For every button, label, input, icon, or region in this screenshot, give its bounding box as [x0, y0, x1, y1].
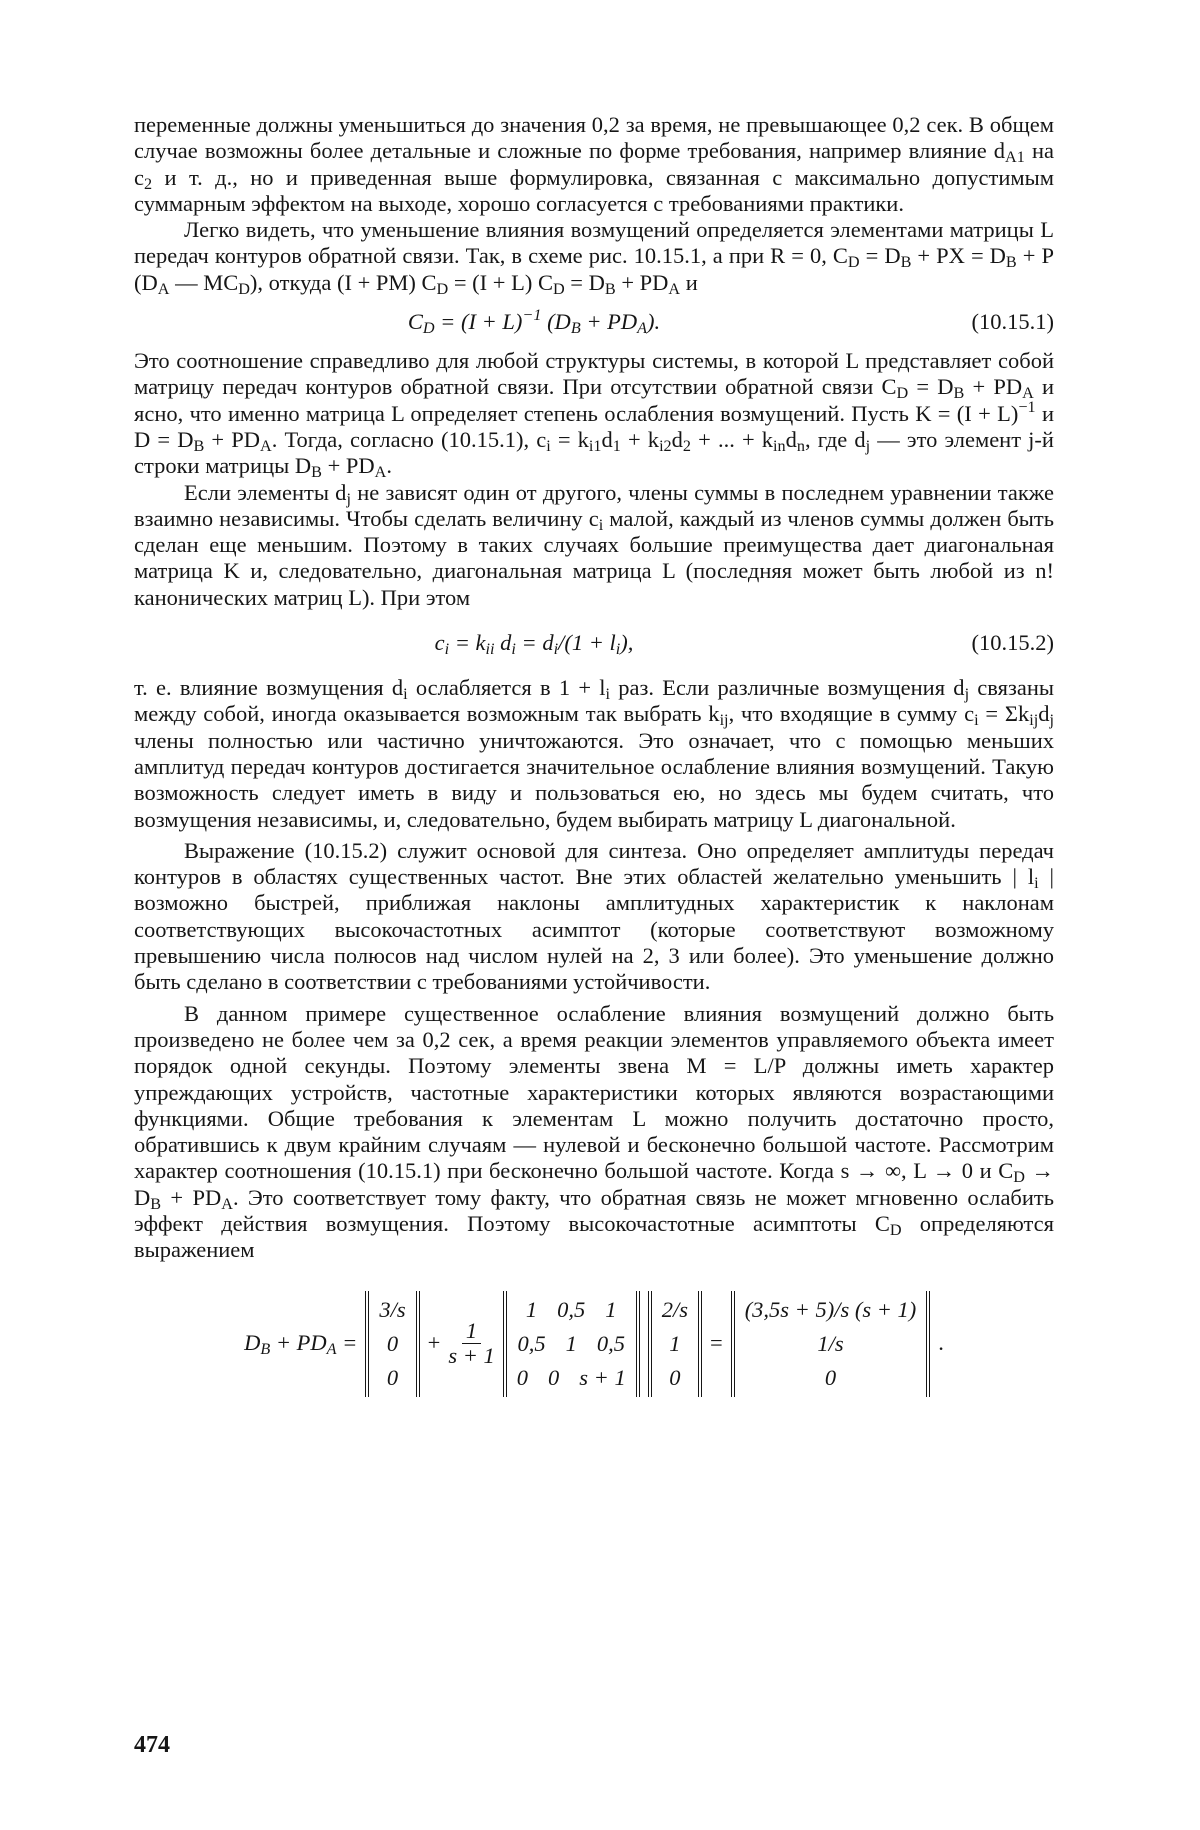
period: . [938, 1330, 944, 1356]
equation-10-15-2 [134, 611, 1054, 675]
plus-sign: + [427, 1330, 441, 1356]
equation-formula: $c_i = k_{ii}$ $d_i = d_i/(1 + l_i)$, [434, 629, 634, 658]
paragraph-4: Если элементы $d_j$ не зависят один от другого, члены суммы в последнем уравнении также взаимно независимы. Чтобы сделать величину $c_i$ малой, каждый из членов суммы должен быть сделан еще меньшим. Поэтому в таких случаях большие преимущества дает диагональная матрица K и, следовательно, диагональная матрица L (последняя может быть любой из n! канонических матриц L). При этом [134, 479, 1054, 610]
paragraph-2: Легко видеть, что уменьшение влияния возмущений определяется элементами матрицы L передач контуров обратной связи. Так, в схеме рис. 10.15.1, а при R = 0, $C_D = D_B$ + PX = $D_B + P$ ($D_A$ — $MC_D$), откуда (I + PM) $C_D = (I + L) C_D = D_B + PD_A$ и [134, 217, 1055, 298]
equation-number: (10.15.1) [971, 308, 1054, 334]
matrix-column-2: 2/s 1 0 [648, 1291, 702, 1397]
paragraph-3: Это соотношение справедливо для любой структуры системы, в которой L представляет собой матрицу передач контуров обратной связи. При отсутствии обратной связи $C_D = D_B + PD_A$ и ясно, что именно матрица L определяет степень ослабления возмущений. Пусть $K = (I + L)^{-1}$ и $D = D_B + PD_A$. Тогда, согласно (10.15.1), $c_i = k_{i1}d_1 + k_{i2}d_2$ + ... + $k_{in}d_n$, где $d_j$ — это элемент j-й строки матрицы $D_B + PD_A$. [134, 348, 1055, 482]
paragraph-5: т. е. влияние возмущения $d_i$ ослабляется в $1 + l_i$ раз. Если различные возмущения $d_j$ связаны между собой, иногда оказывается возможным так выбрать $k_{ij}$, что входящие в сумму $c_i = \Sigma k_{ij}d_j$ члены полностью или частично уничтожаются. Это означает, что с помощью меньших амплитуд передач контуров достигается значительное ослабление влияния возмущений. Такую возможность следует иметь в виду и пользоваться ею, но здесь мы будем считать, что возмущения независимы, и, следовательно, будем выбирать матрицу L диагональной. [134, 675, 1054, 832]
equals-sign: = [709, 1330, 723, 1356]
paragraph-7: В данном примере существенное ослабление влияния возмущений должно быть произведено не более чем за 0,2 сек, а время реакции элементов управляемого объекта имеет порядок одной секунды. Поэтому элементы звена M = L/P должны иметь характер упреждающих устройств, частотные характеристики которых являются возрастающими функциями. Общие требования к элементам L можно получить достаточно просто, обратившись к двум крайним случаям — нулевой и бесконечно большой частоте. Рассмотрим характер соотношения (10.15.1) при бесконечно большой частоте. Когда s → ∞, L → 0 и $C_D \to D_B + PD_A$. Это соответствует тому факту, что обратная связь не может мгновенно ослабить эффект действия возмущения. Поэтому высокочастотные асимптоты $C_D$ определяются выражением [134, 1000, 1055, 1263]
matrix-square: 1 0,5 1 0,5 1 0,5 0 0 s + 1 [503, 1291, 640, 1397]
matrix-result: (3,5s + 5)/s (s + 1) 1/s 0 [731, 1291, 931, 1397]
matrix-equation [134, 1264, 1054, 1424]
page-body [134, 112, 1054, 1424]
paragraph-1: переменные должны уменьшиться до значения 0,2 за время, не превышающее 0,2 сек. В общем случае возможны более детальные и сложные по форме требования, например влияние $d_{A1}$ на $c_2$ и т. д., но и приведенная выше формулировка, связанная с максимально допустимым суммарным эффектом на выходе, хорошо согласуется с требованиями практики. [134, 112, 1054, 216]
matrix-column-1: 3/s 0 0 [365, 1291, 419, 1397]
fraction: $\frac{1}{s + 1}$ [448, 1318, 495, 1369]
equation-formula: $C_D = (I + L)^{-1}$ $(D_B + PD_A)$. [407, 306, 661, 337]
equation-10-15-1 [134, 296, 1054, 348]
paragraph-6: Выражение (10.15.2) служит основой для синтеза. Оно определяет амплитуды передач контуров в областях существенных частот. Вне этих областей желательно уменьшить | $l_i$ | возможно быстрей, приближая наклоны амплитудных характеристик к наклонам соответствующих высокочастотных асимптот (которые соответствуют возможному превышению числа полюсов над числом нулей на 2, 3 или более). Это уменьшение должно быть сделано в соответствии с требованиями устойчивости. [134, 837, 1054, 995]
page-number: 474 [134, 1732, 170, 1758]
equation-number: (10.15.2) [971, 629, 1054, 655]
matrix-lhs: $D_B + PD_A$ = [244, 1330, 358, 1359]
